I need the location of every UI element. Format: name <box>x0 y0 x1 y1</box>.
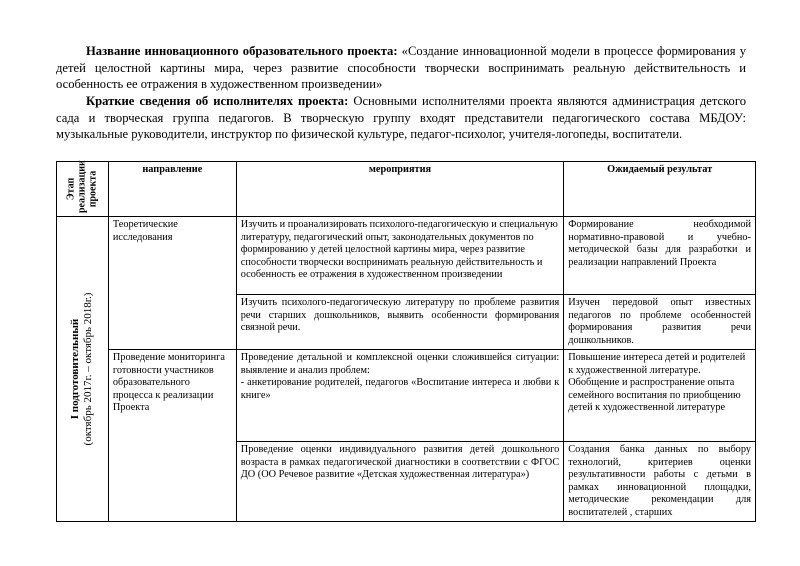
table-row <box>57 217 756 295</box>
stage-name: I подготовительный <box>69 318 82 420</box>
result-text: Обобщение и распространение опыта семейного воспитания по приобщению детей к художественной литературе <box>568 377 741 413</box>
project-plan-table <box>56 161 756 522</box>
executors-label: Краткие сведения об исполнителях проекта: <box>86 94 349 108</box>
project-name-paragraph <box>56 43 746 93</box>
header-direction: направление <box>108 162 236 217</box>
project-name-label: Название инновационного образовательного проекта: <box>86 44 398 58</box>
direction-cell: Теоретические исследования <box>108 217 236 350</box>
result-cell: Создания банка данных по выбору технологий, критериев оценки результативности работы с детьми в рамках инновационной площадки, методические рекомендации для воспитателей , старших <box>564 442 756 522</box>
result-cell <box>564 350 756 442</box>
activity-text: Проведение детальной и комплексной оценки сложившейся ситуации: выявление и анализ проблем: <box>240 352 560 376</box>
header-result: Ожидаемый результат <box>564 162 756 217</box>
executors-paragraph <box>56 93 746 143</box>
header-stage <box>57 162 109 217</box>
activity-cell: Изучить и проанализировать психолого-педагогическую и специальную литературу, педагогический опыт, законодательных документов по формированию у детей целостной картины мира, через развитие способности творчески воспринимать реальную действительность и особенность ее отражения в художественном произведении <box>236 217 563 295</box>
activity-cell <box>236 350 563 442</box>
executors-text: Основными исполнителями проекта являются администрация детского сада и творческая группа педагогов. В творческую группу входят представители педагогического состава МБДОУ: музыкальные руководители, инструктор по физической культуре, педагог-психолог, учителя-логопеды, воспитатели. <box>56 94 746 142</box>
header-stage-label: Этап реализации проекта <box>65 160 99 213</box>
table-header-row <box>57 162 756 217</box>
project-name-text: «Создание инновационной модели в процессе формирования у детей целостной картины мира, через развитие способности творчески воспринимать реальную действительность и особенность ее отражения в художественном произведении» <box>56 44 746 92</box>
result-cell: Формирование необходимой нормативно-правовой и учебно-методической базы для разработки и реализации направлений Проекта <box>564 217 756 295</box>
stage-label <box>69 293 95 446</box>
result-cell: Изучен передовой опыт известных педагогов по проблеме особенностей формирования развития речи дошкольников. <box>564 295 756 350</box>
result-text: Повышение интереса детей и родителей к художественной литературе. <box>568 352 746 376</box>
activity-cell: Проведение оценки индивидуального развития детей дошкольного возраста в рамках педагогической диагностики в соответствии с ФГОС ДО (ОО Речевое развитие «Детская художественная литература») <box>236 442 563 522</box>
activity-cell: Изучить психолого-педагогическую литературу по проблеме развития речи старших дошкольников, выявить особенности формирования связной речи. <box>236 295 563 350</box>
direction-cell: Проведение мониторинга готовности участников образовательного процесса к реализации Проекта <box>108 350 236 522</box>
stage-period: (октябрь 2017г. – октябрь 2018г.) <box>82 292 95 446</box>
header-activities: мероприятия <box>236 162 563 217</box>
activity-text: - анкетирование родителей, педагогов «Воспитание интереса и любви к книге» <box>240 377 560 401</box>
table-row <box>57 350 756 442</box>
stage-cell <box>57 217 109 522</box>
